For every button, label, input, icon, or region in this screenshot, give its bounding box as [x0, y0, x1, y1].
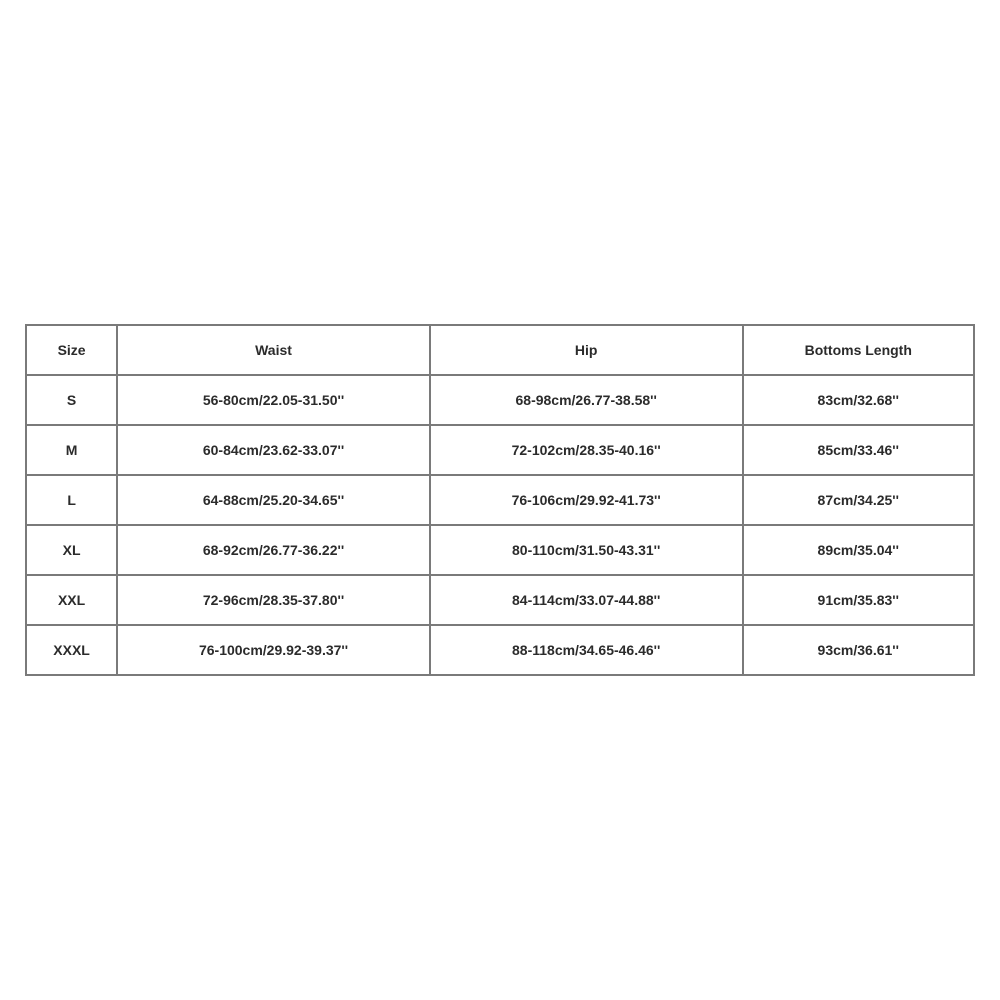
- cell-waist: 76-100cm/29.92-39.37'': [117, 625, 430, 675]
- cell-size: XL: [26, 525, 117, 575]
- table-row: [26, 375, 974, 425]
- cell-hip: 76-106cm/29.92-41.73'': [430, 475, 743, 525]
- cell-size: S: [26, 375, 117, 425]
- table-row: [26, 475, 974, 525]
- table-row: [26, 425, 974, 475]
- cell-waist: 68-92cm/26.77-36.22'': [117, 525, 430, 575]
- header-bottoms-length: Bottoms Length: [743, 325, 975, 375]
- cell-bottoms-length: 93cm/36.61'': [743, 625, 975, 675]
- cell-waist: 56-80cm/22.05-31.50'': [117, 375, 430, 425]
- cell-size: M: [26, 425, 117, 475]
- cell-bottoms-length: 91cm/35.83'': [743, 575, 975, 625]
- size-chart-table: [25, 324, 975, 676]
- cell-size: XXXL: [26, 625, 117, 675]
- cell-bottoms-length: 87cm/34.25'': [743, 475, 975, 525]
- header-hip: Hip: [430, 325, 743, 375]
- cell-size: L: [26, 475, 117, 525]
- table-row: [26, 625, 974, 675]
- cell-waist: 64-88cm/25.20-34.65'': [117, 475, 430, 525]
- table-row: [26, 525, 974, 575]
- header-row: [26, 325, 974, 375]
- cell-size: XXL: [26, 575, 117, 625]
- cell-bottoms-length: 83cm/32.68'': [743, 375, 975, 425]
- cell-hip: 84-114cm/33.07-44.88'': [430, 575, 743, 625]
- cell-hip: 88-118cm/34.65-46.46'': [430, 625, 743, 675]
- cell-bottoms-length: 85cm/33.46'': [743, 425, 975, 475]
- size-chart-header: [26, 325, 974, 375]
- cell-bottoms-length: 89cm/35.04'': [743, 525, 975, 575]
- table-row: [26, 575, 974, 625]
- cell-waist: 72-96cm/28.35-37.80'': [117, 575, 430, 625]
- cell-waist: 60-84cm/23.62-33.07'': [117, 425, 430, 475]
- cell-hip: 68-98cm/26.77-38.58'': [430, 375, 743, 425]
- header-size: Size: [26, 325, 117, 375]
- cell-hip: 72-102cm/28.35-40.16'': [430, 425, 743, 475]
- cell-hip: 80-110cm/31.50-43.31'': [430, 525, 743, 575]
- header-waist: Waist: [117, 325, 430, 375]
- size-chart-body: [26, 375, 974, 675]
